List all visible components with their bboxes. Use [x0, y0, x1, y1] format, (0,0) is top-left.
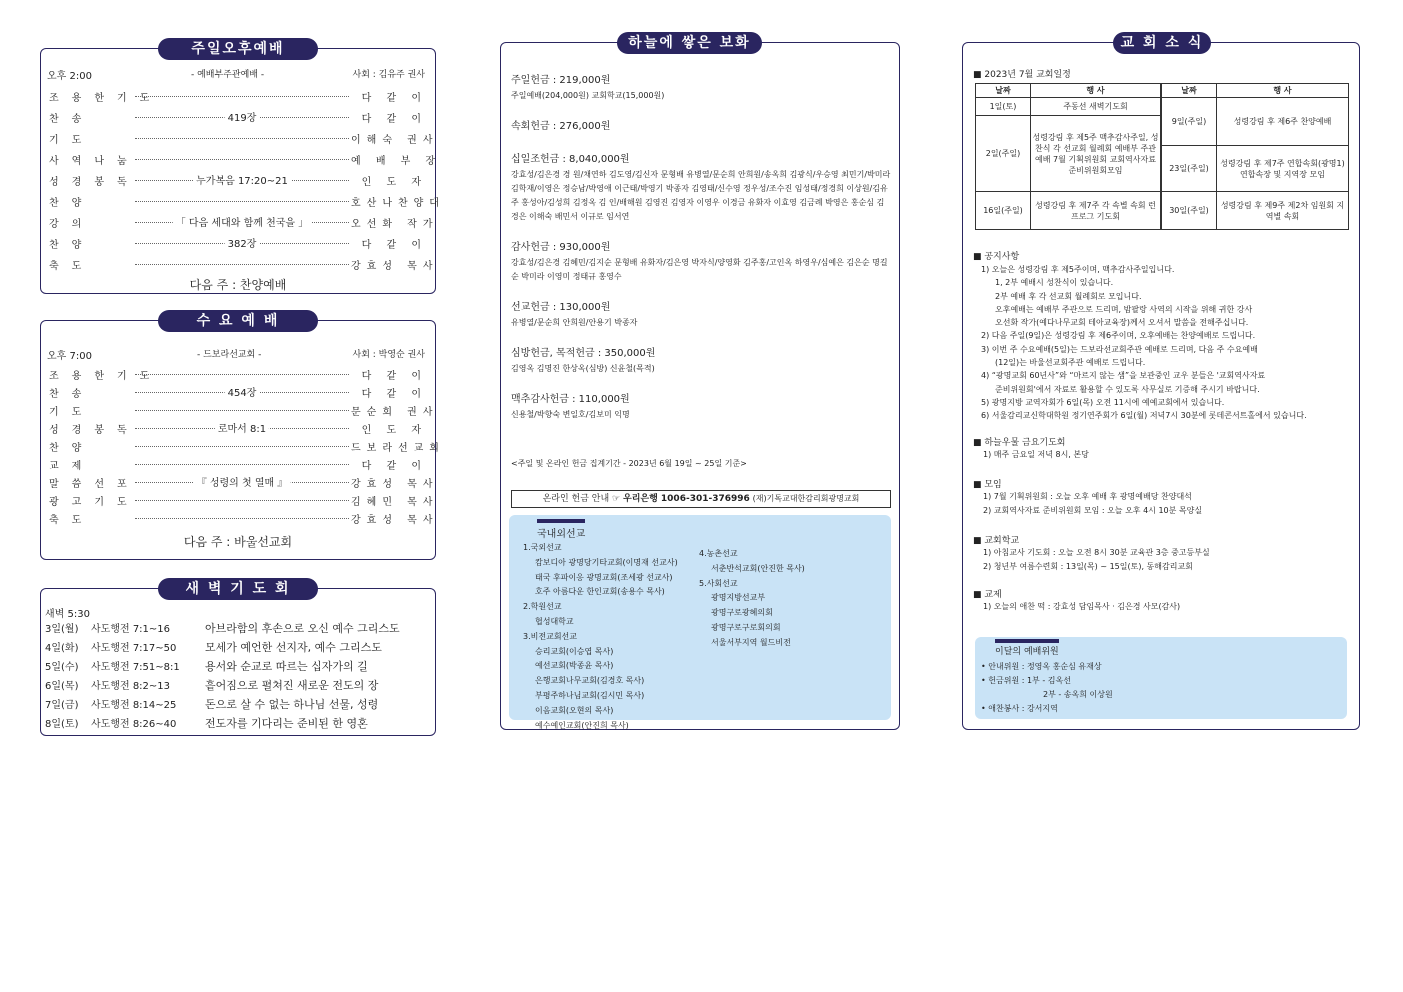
- fellow-title: ■ 교제: [973, 590, 1002, 600]
- notice-item: 5) 광명지방 교역자회가 6일(목) 오전 11시에 예예교회에서 있습니다.: [981, 397, 1225, 407]
- order-detail: 「 다음 세대와 함께 천국을 」: [173, 213, 312, 228]
- dawn-row: [45, 696, 431, 714]
- order-label: 기도: [49, 134, 95, 146]
- order-person: 다 같 이: [361, 113, 427, 125]
- offering-head: 십일조헌금 : 8,040,000원: [511, 154, 630, 165]
- order-person: 다 같 이: [361, 388, 427, 400]
- order-label: 강의: [49, 218, 95, 230]
- sunday-pm-next: 다음 주 : 찬양예배: [189, 278, 287, 292]
- order-row: [49, 383, 427, 401]
- order-row: [49, 234, 427, 252]
- offering-block: [511, 117, 891, 132]
- dawn-ref: 사도행전 8:14~25: [91, 700, 177, 711]
- dotted-leader: [135, 264, 349, 265]
- order-detail: 382장: [225, 234, 260, 249]
- dawn-ref: 사도행전 7:51~8:1: [91, 662, 180, 673]
- online-bank-account: 우리은행 1006-301-376996: [623, 494, 750, 504]
- order-person: 강효성 목사: [351, 478, 439, 490]
- mission-item: 광명구로광혜의회: [711, 608, 773, 618]
- news-title: 교 회 소 식: [1113, 32, 1211, 54]
- wed-subtitle: - 드보라선교회 -: [197, 350, 262, 360]
- wed-next: 다음 주 : 바울선교회: [183, 535, 293, 549]
- mission-item: 협성대학교: [535, 616, 574, 626]
- order-label: 찬양: [49, 239, 95, 251]
- order-label: 성경봉독: [49, 176, 140, 188]
- dotted-leader: [135, 446, 349, 447]
- order-row: [49, 401, 439, 419]
- sched-head-event-right: 행 사: [1217, 84, 1349, 98]
- mission-item: 승리교회(이승엽 목사): [535, 646, 614, 656]
- dotted-leader: [135, 387, 349, 399]
- offering-head: 맥추감사헌금 : 110,000원: [511, 394, 630, 405]
- dotted-leader: [135, 374, 349, 375]
- dawn-time: 새벽 5:30: [45, 609, 90, 620]
- dawn-row: [45, 639, 431, 657]
- offering-names: 김영옥 김명진 한상옥(심방) 신윤철(목적): [511, 364, 655, 373]
- mission-item: 3.비전교회선교: [523, 631, 578, 641]
- notice-item: 1) 오늘은 성령강림 후 제5주이며, 맥추감사주일입니다.: [981, 265, 1175, 274]
- offering-block: [511, 298, 891, 330]
- sched-event: 성령강림 후 제7주 연합속회(광명1) 연합속장 및 지역장 모임: [1217, 146, 1349, 192]
- order-label: 찬송: [49, 113, 95, 125]
- offering-list: [511, 71, 891, 436]
- dotted-leader: [135, 201, 349, 202]
- online-label: 온라인 헌금 안내 ☞: [542, 494, 621, 504]
- order-person: 김혜민 목사: [351, 496, 439, 508]
- duty-box: [975, 637, 1347, 719]
- notice-item: 오후예배는 예배부 주관으로 드리며, 밤팔랑 사역의 시작을 위해 귀한 강사: [995, 304, 1253, 314]
- dawn-text: 모세가 예언한 선지자, 예수 그리스도: [205, 641, 382, 654]
- dawn-day: 7일(금): [45, 700, 79, 711]
- dawn-ref: 사도행전 7:1~16: [91, 624, 171, 635]
- sched-title: ■ 2023년 7월 교회일정: [973, 70, 1071, 80]
- notice-item: (12일)는 바울선교회주관 예배로 드립니다.: [995, 358, 1146, 368]
- order-label: 찬송: [49, 388, 95, 400]
- mission-item: 5.사회선교: [699, 578, 738, 588]
- notice-item: 2) 다음 주일(9일)은 성령강림 후 제6주이며, 오후예배는 찬양예배로 드립니다.: [981, 331, 1256, 341]
- notice-item: 오선화 작가(예다나무교회 테아교육장)께서 오셔서 말씀을 전해주십니다.: [995, 318, 1249, 328]
- order-person: 이해숙 권사: [351, 134, 439, 146]
- order-label: 광고기도: [49, 496, 140, 508]
- dawn-row: [45, 715, 431, 733]
- dawn-ref: 사도행전 7:17~50: [91, 643, 177, 654]
- mission-item: 캄보디아 광명당기타교회(이명재 선교사): [535, 557, 678, 567]
- offering-names: 신용철/박향숙 변일호/김보미 익명: [511, 410, 630, 419]
- sched-head-date-right: 날짜: [1162, 84, 1217, 98]
- notice-item: 준비위원회'에서 자료로 활용할 수 있도록 사무실로 기증해 주시기 바랍니다.: [995, 384, 1260, 394]
- offering-names: 강효성/김은경 김혜민/김지순 문형배 유화자/김은영 박자식/양영화 김주홍/고인옥 하영우/심예은 김은순 명길순 박미라 이영미 정태규 홍영수: [511, 258, 888, 281]
- school-title: ■ 교회학교: [973, 536, 1020, 546]
- dawn-row: [45, 658, 431, 676]
- mission-item: 부평주하나님교회(김시민 목사): [535, 690, 645, 700]
- offering-block: [511, 344, 891, 376]
- order-row: [49, 419, 427, 437]
- sched-event: 성령강림 후 제6주 찬양예배: [1217, 98, 1349, 146]
- mission-item: 예선교회(박종윤 목사): [535, 661, 614, 671]
- wed-title: 수 요 예 배: [158, 310, 318, 332]
- notice-item: 4) “광명교회 60년사”와 “마르지 않는 샘”을 보관중인 교우 분들은 '교회역사자료: [981, 371, 1266, 381]
- meet-title: ■ 모임: [973, 480, 1002, 490]
- order-person: 다 같 이: [361, 92, 427, 104]
- order-person: 드보라선교회: [351, 442, 445, 454]
- mission-item: 태국 후파이응 광명교회(조세광 선교사): [535, 572, 673, 582]
- dotted-leader: [135, 464, 349, 465]
- offering-names: 강효성/김은경 경 원/채연하 김도영/김신자 문형배 유병열/문순희 안희원/송옥희 김광식/우승영 최민기/박미라 김학재/이영은 정승남/박영애 이근태/박영기 박종자 김영태/신수영 정우성/조수진 임성태/정경희 이상원/김유주 홍성아/김성희 김정옥 김 인/배해원 김영진 김영자 이영우 이경금 유화자 이효영 김금례 박영은 홍순심 김경은 이해숙 배민서 이규로 임서연: [511, 170, 891, 221]
- dawn-day: 6일(목): [45, 681, 79, 692]
- dawn-day: 5일(수): [45, 662, 79, 673]
- offering-names: 유병열/문순희 안희원/안용기 박종자: [511, 318, 638, 327]
- sched-event: 성령강림 후 제5주 맥추감사주일, 성찬식 각 선교회 월례회 예배부 주관예배 7월 기획위원회 교회역사자료준비위원회모임: [1031, 116, 1161, 192]
- dotted-leader: [135, 423, 349, 435]
- order-label: 기도: [49, 406, 95, 418]
- dotted-leader: [135, 518, 349, 519]
- offering-block: [511, 390, 891, 422]
- dawn-ref: 사도행전 8:26~40: [91, 719, 177, 730]
- sched-event: 성령강림 후 제7주 각 속별 속회 런프로그 기도회: [1031, 192, 1161, 230]
- mission-item: 호주 아름다운 한인교회(송용수 목사): [535, 587, 665, 597]
- offering-head: 감사헌금 : 930,000원: [511, 242, 611, 253]
- mission-list-left: [523, 541, 713, 733]
- dawn-title: 새 벽 기 도 회: [158, 578, 318, 600]
- dawn-day: 4일(화): [45, 643, 79, 654]
- order-row: [49, 87, 427, 105]
- order-row: [49, 437, 445, 455]
- sunday-pm-leader: 사회 : 김유주 권사: [352, 70, 425, 80]
- duty-item: • 안내위원 : 정영옥 홍순심 유재상: [981, 662, 1102, 671]
- dotted-leader: [135, 96, 349, 97]
- mission-item: 은행교회나무교회(김경호 목사): [535, 676, 645, 686]
- sched-date: 16일(주일): [976, 192, 1031, 230]
- sched-event: 성령강림 후 제9주 제2차 임원회 지역별 속회: [1217, 192, 1349, 230]
- dawn-ref: 사도행전 8:2~13: [91, 681, 171, 692]
- offering-head: 주일헌금 : 219,000원: [511, 75, 611, 86]
- order-label: 성경봉독: [49, 424, 140, 436]
- order-row: [49, 255, 439, 273]
- mission-box: [509, 515, 891, 730]
- notice-item: 2부 예배 후 각 선교회 월례회로 모입니다.: [995, 291, 1142, 301]
- sched-table: [975, 83, 1349, 237]
- dawn-day: 8일(토): [45, 719, 79, 730]
- wed-panel: [40, 320, 445, 560]
- order-label: 교제: [49, 460, 95, 472]
- mission-item: 2.학원선교: [523, 602, 562, 612]
- meet-item: 2) 교회역사자료 준비위원회 모임 : 오늘 오후 4시 10분 목양실: [983, 506, 1203, 515]
- mission-item: 광명지방선교부: [711, 593, 766, 603]
- dawn-row: [45, 620, 431, 638]
- offering-block: [511, 238, 891, 284]
- order-label: 조용한기도: [49, 370, 163, 382]
- order-label: 축도: [49, 514, 95, 526]
- prayer-item: 1) 매주 금요일 저녁 8시, 본당: [983, 450, 1089, 459]
- dawn-text: 흩어짐으로 펼쳐진 새로운 전도의 장: [205, 679, 379, 692]
- offering-block: [511, 71, 891, 103]
- sunday-pm-panel: [40, 48, 445, 294]
- sunday-pm-time: 오후 2:00: [47, 71, 92, 82]
- dotted-leader: [135, 138, 349, 139]
- wed-leader: 사회 : 박영순 권사: [352, 350, 425, 360]
- order-person: 인 도 자: [361, 424, 427, 436]
- sched-head-date-left: 날짜: [976, 84, 1031, 98]
- order-row: [49, 171, 427, 189]
- sunday-pm-title: 주일오후예배: [158, 38, 318, 60]
- order-detail: 『 성령의 첫 열매 』: [194, 473, 291, 488]
- duty-item: • 헌금위원 : 1부 - 김옥선: [981, 676, 1071, 685]
- wed-time: 오후 7:00: [47, 351, 92, 362]
- sunday-pm-subtitle: - 예배부주관예배 -: [191, 70, 265, 80]
- dawn-panel: [40, 588, 436, 736]
- order-detail: 454장: [225, 383, 260, 398]
- order-row: [49, 491, 439, 509]
- order-row: [49, 108, 427, 126]
- sched-date: 23일(주일): [1162, 146, 1217, 192]
- order-detail: 419장: [225, 108, 260, 123]
- mission-item: 광명구로구로회의회: [711, 622, 781, 632]
- dotted-leader: [135, 500, 349, 501]
- order-person: 다 같 이: [361, 370, 427, 382]
- dotted-leader: [135, 238, 349, 250]
- dawn-text: 전도자를 기다리는 준비된 한 영혼: [205, 717, 368, 730]
- order-row: [49, 473, 439, 491]
- notice-list: [981, 263, 1353, 423]
- dawn-text: 돈으로 살 수 없는 하나님 선물, 성령: [205, 698, 379, 711]
- dotted-leader: [135, 410, 349, 411]
- duty-item: 2부 - 송옥희 이상원: [1043, 690, 1113, 699]
- dotted-leader: [135, 477, 349, 489]
- online-offering-box: [511, 490, 891, 508]
- mission-item: 4.농촌선교: [699, 549, 738, 558]
- sched-date: 1일(토): [976, 98, 1031, 116]
- school-item: 2) 청년부 여름수련회 : 13일(목) ~ 15일(토), 동해감리교회: [983, 562, 1193, 571]
- duty-item: • 애찬봉사 : 강서지역: [981, 704, 1058, 713]
- offering-names: 주일예배(204,000원) 교회학교(15,000원): [511, 91, 665, 100]
- mission-item: 예수예인교회(안진희 목사): [535, 720, 629, 730]
- news-panel: [962, 42, 1360, 730]
- notice-item: 6) 서울감리교신학대학원 정기연주회가 6일(월) 저녁7시 30분에 롯데콘서트홀에서 있습니다.: [981, 411, 1307, 421]
- dotted-leader: [135, 112, 349, 124]
- offering-head: 속회헌금 : 276,000원: [511, 121, 611, 132]
- mission-item: 서울서부지역 월드비전: [711, 637, 791, 647]
- offering-block: [511, 150, 891, 224]
- order-person: 인 도 자: [361, 176, 427, 188]
- order-row: [49, 150, 442, 168]
- mission-title: 국내외선교: [537, 519, 585, 540]
- dawn-text: 용서와 순교로 따르는 십자가의 길: [205, 660, 368, 673]
- mission-item: 이음교회(오현의 목사): [535, 705, 614, 715]
- order-row: [49, 365, 427, 383]
- fellow-item: 1) 오늘의 애찬 떡 : 강효성 담임목사 · 김은경 사모(감사): [983, 602, 1181, 611]
- dawn-day: 3일(월): [45, 624, 79, 635]
- order-label: 조용한기도: [49, 92, 163, 104]
- mission-item: 서춘반석교회(안진한 목사): [711, 563, 805, 573]
- school-item: 1) 아침교사 기도회 : 오늘 오전 8시 30분 교육관 3층 중고등부실: [983, 548, 1210, 557]
- sched-date: 30일(주일): [1162, 192, 1217, 230]
- offering-note: <주일 및 온라인 헌금 집계기간 - 2023년 6월 19일 ~ 25일 기준>: [511, 459, 747, 468]
- order-row: [49, 455, 427, 473]
- order-label: 사역나눔: [49, 155, 140, 167]
- order-row: [49, 192, 445, 210]
- sched-date: 9일(주일): [1162, 98, 1217, 146]
- order-person: 강효성 목사: [351, 260, 439, 272]
- order-row: [49, 129, 439, 147]
- meet-item: 1) 7월 기획위원회 : 오늘 오후 예배 후 광명예배당 찬양대석: [983, 492, 1192, 501]
- sched-head-event-left: 행 사: [1031, 84, 1161, 98]
- notice-title: ■ 공지사항: [973, 252, 1020, 262]
- mission-item: 1.국외선교: [523, 543, 562, 552]
- order-person: 강효성 목사: [351, 514, 439, 526]
- order-person: 다 같 이: [361, 239, 427, 251]
- duty-title: 이달의 예배위원: [995, 639, 1059, 657]
- order-row: [49, 213, 439, 231]
- order-row: [49, 509, 439, 527]
- sched-date: 2일(주일): [976, 116, 1031, 192]
- dotted-leader: [135, 175, 349, 187]
- offering-head: 선교헌금 : 130,000원: [511, 302, 611, 313]
- mission-list-right: [699, 547, 879, 651]
- offering-panel: [500, 42, 900, 730]
- order-label: 찬양: [49, 442, 95, 454]
- notice-item: 1, 2부 예배시 성찬식이 있습니다.: [995, 278, 1114, 288]
- notice-item: 3) 이번 주 수요예배(5일)는 드보라선교회주관 예배로 드리며, 다음 주 수요예배: [981, 344, 1258, 354]
- prayer-title: ■ 하늘우물 금요기도회: [973, 438, 1066, 448]
- order-person: 호산나찬양대: [351, 197, 445, 209]
- order-label: 찬양: [49, 197, 95, 209]
- order-detail: 로마서 8:1: [215, 419, 269, 434]
- dotted-leader: [135, 217, 349, 229]
- dawn-row: [45, 677, 431, 695]
- order-label: 말씀선포: [49, 478, 140, 490]
- dawn-text: 아브라함의 후손으로 오신 예수 그리스도: [205, 622, 400, 635]
- offering-title: 하늘에 쌓은 보화: [617, 32, 762, 54]
- order-person: 예 배 부 장: [351, 155, 442, 167]
- sched-event: 주동선 새벽기도회: [1031, 98, 1161, 116]
- online-owner: (재)기독교대한감리회광명교회: [752, 494, 860, 503]
- order-detail: 누가복음 17:20~21: [193, 171, 291, 186]
- order-person: 오선화 작가: [351, 218, 439, 230]
- offering-head: 심방헌금, 목적헌금 : 350,000원: [511, 348, 656, 359]
- order-person: 다 같 이: [361, 460, 427, 472]
- order-person: 문순희 권사: [351, 406, 439, 418]
- order-label: 축도: [49, 260, 95, 272]
- dotted-leader: [135, 159, 349, 160]
